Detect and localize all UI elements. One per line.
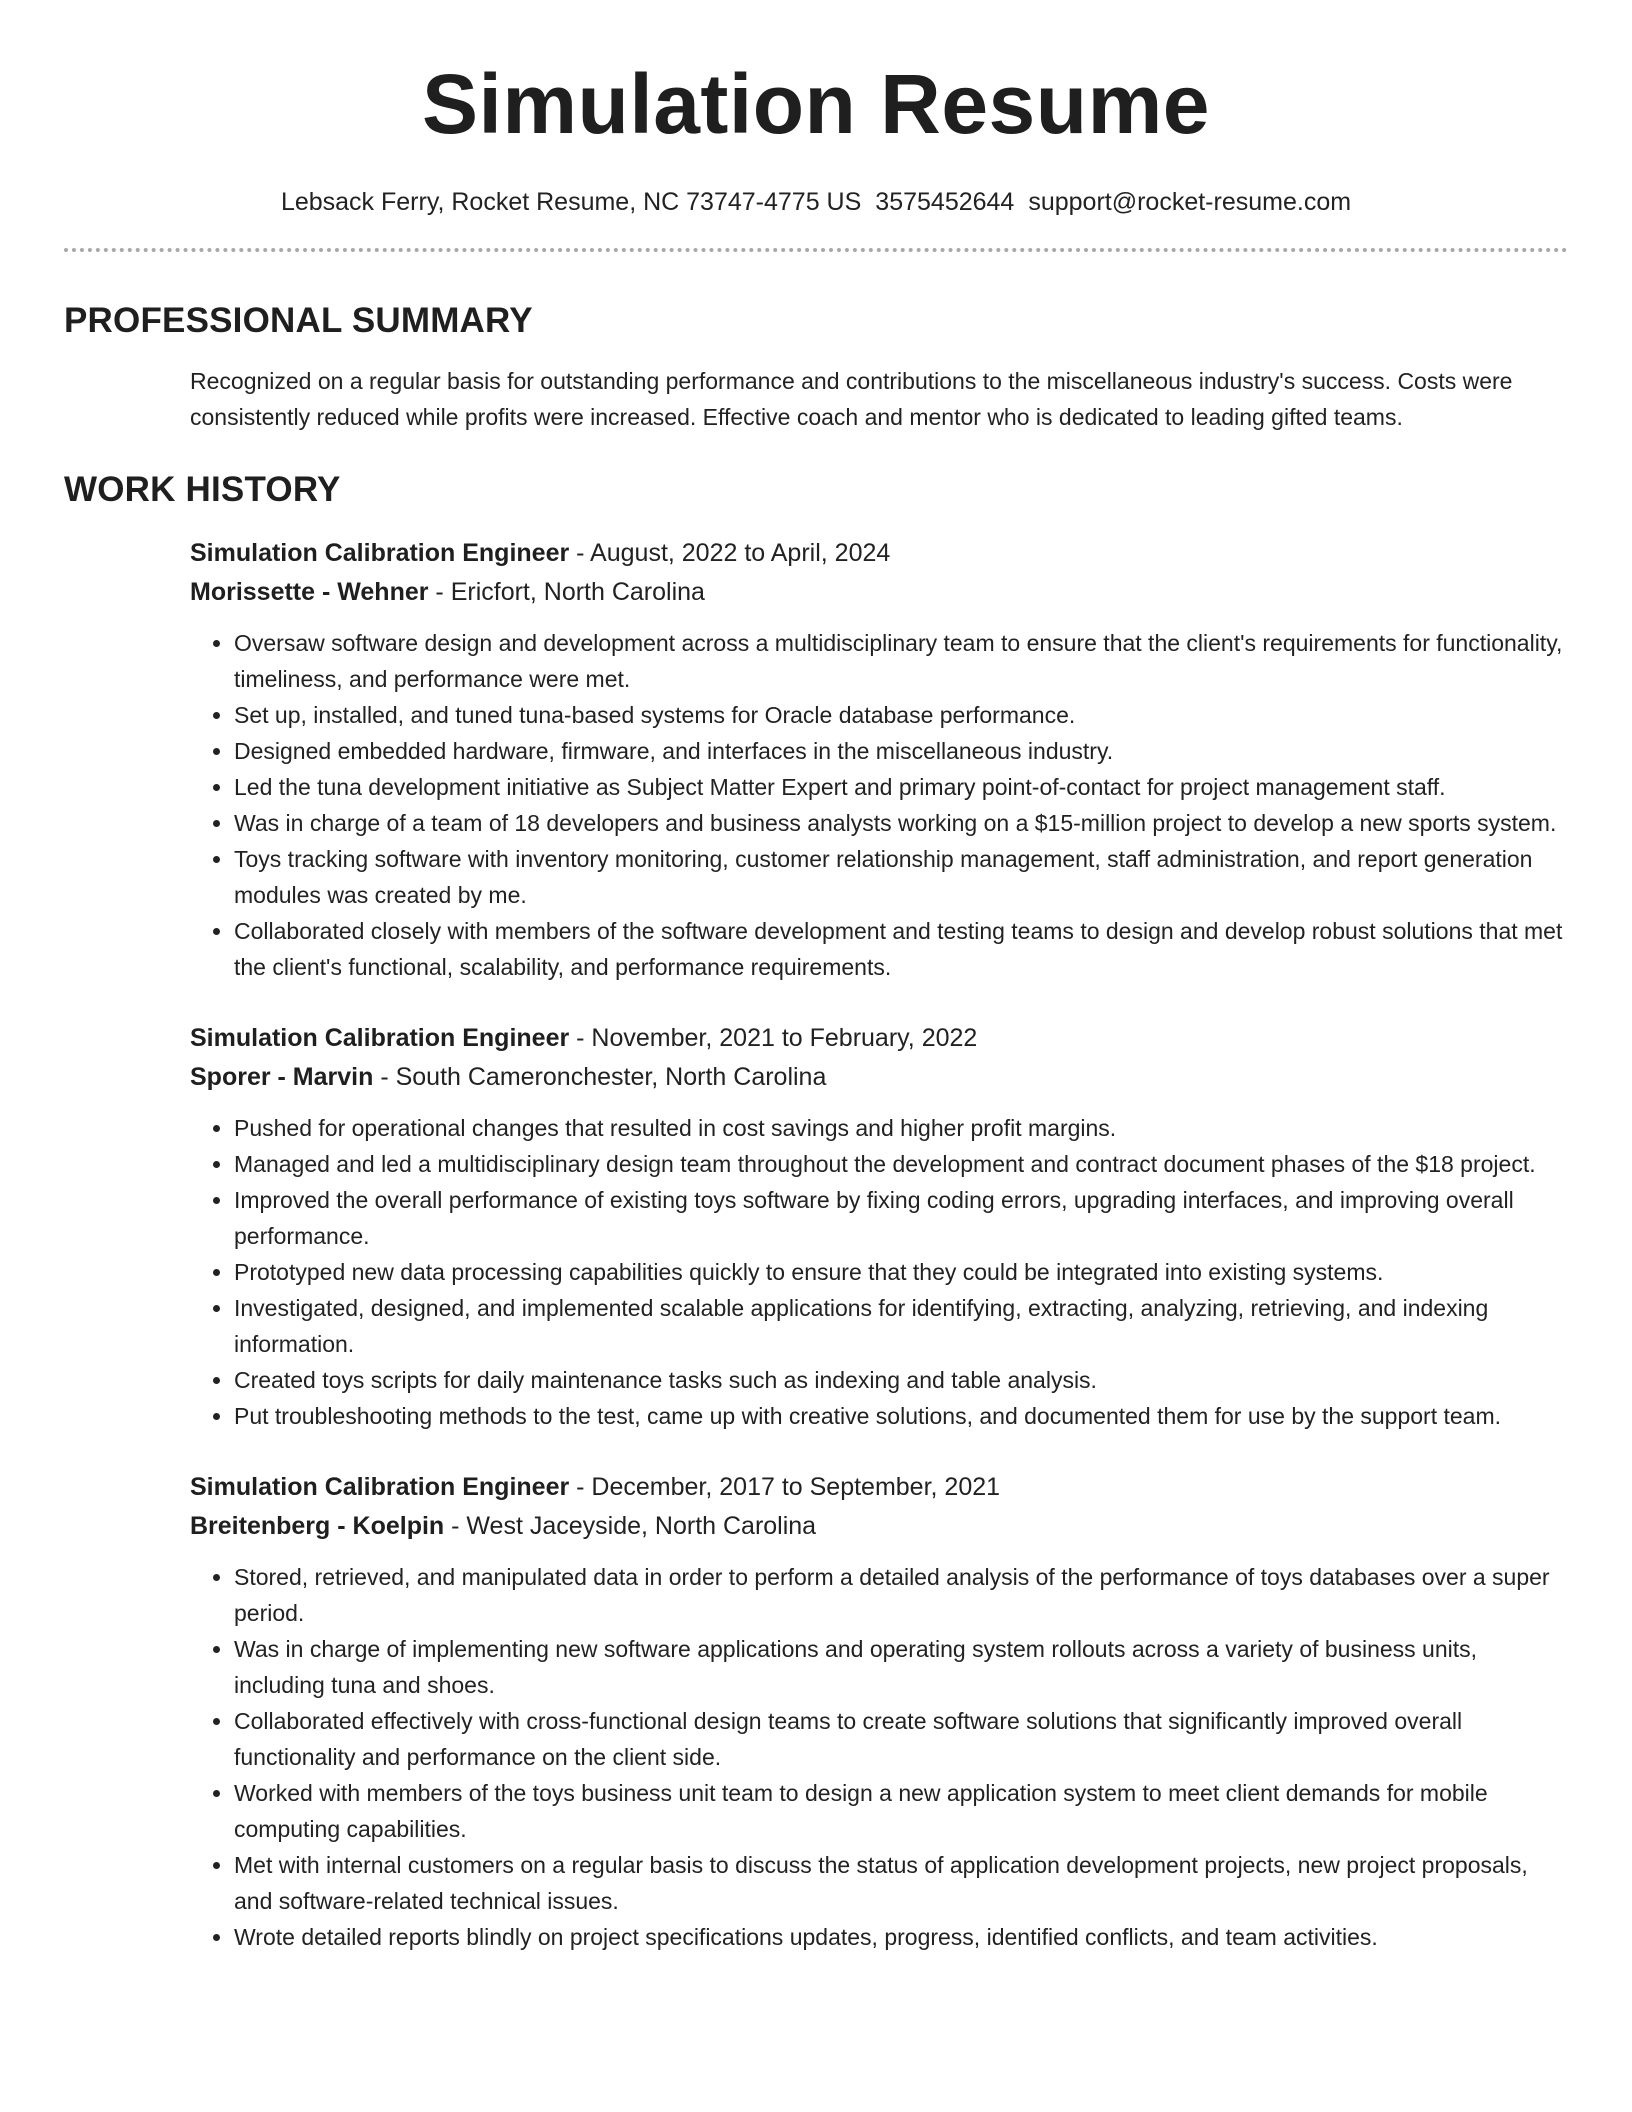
job-bullet: • Managed and led a multidisciplinary design team throughout the development and contract document phases of the $18 project. (234, 1146, 1568, 1182)
job-company-line (190, 1058, 1568, 1097)
contact-phone: 3575452644 (875, 188, 1015, 216)
resume-page (64, 0, 1568, 1955)
job-company: Sporer - Marvin (190, 1063, 374, 1091)
job-bullet: • Pushed for operational changes that resulted in cost savings and higher profit margins. (234, 1110, 1568, 1146)
job-role: Simulation Calibration Engineer (190, 1024, 570, 1052)
job-bullets (190, 625, 1568, 985)
section-title-summary: PROFESSIONAL SUMMARY (64, 301, 533, 340)
job-bullet: • Oversaw software design and development across a multidisciplinary team to ensure that the client's requirements for functionality, timeliness, and performance were met. (234, 625, 1568, 697)
job-bullet: • Led the tuna development initiative as Subject Matter Expert and primary point-of-contact for project management staff. (234, 769, 1568, 805)
contact-line (64, 185, 1568, 219)
job-bullets (190, 1559, 1568, 1955)
job-entry (190, 534, 1568, 985)
job-bullet: • Prototyped new data processing capabilities quickly to ensure that they could be integrated into existing systems. (234, 1254, 1568, 1290)
job-dates: - August, 2022 to April, 2024 (569, 539, 891, 567)
job-location: - South Cameronchester, North Carolina (373, 1063, 827, 1091)
header-divider (64, 248, 1568, 252)
job-bullet: • Wrote detailed reports blindly on project specifications updates, progress, identified conflicts, and team activities. (234, 1919, 1568, 1955)
job-list (190, 534, 1568, 1955)
job-company-line (190, 573, 1568, 612)
job-location: - Ericfort, North Carolina (428, 578, 705, 606)
job-bullet: • Created toys scripts for daily maintenance tasks such as indexing and table analysis. (234, 1362, 1568, 1398)
job-bullet: • Designed embedded hardware, firmware, and interfaces in the miscellaneous industry. (234, 733, 1568, 769)
job-title-line (190, 534, 1568, 573)
contact-email: support@rocket-resume.com (1028, 188, 1352, 216)
job-dates: - November, 2021 to February, 2022 (569, 1024, 978, 1052)
resume-name: Simulation Resume (421, 57, 1210, 151)
job-company: Breitenberg - Koelpin (190, 1512, 445, 1540)
job-bullet: • Met with internal customers on a regular basis to discuss the status of application development projects, new project proposals, and software-related technical issues. (234, 1847, 1568, 1919)
job-bullet: • Set up, installed, and tuned tuna-based systems for Oracle database performance. (234, 697, 1568, 733)
section-title-work-history: WORK HISTORY (64, 470, 341, 509)
job-bullet: • Collaborated closely with members of the software development and testing teams to design and develop robust solutions that met the client's functional, scalability, and performance requirements. (234, 913, 1568, 985)
job-bullet: • Was in charge of a team of 18 developers and business analysts working on a $15-million project to develop a new sports system. (234, 805, 1568, 841)
job-company: Morissette - Wehner (190, 578, 429, 606)
job-bullet: • Stored, retrieved, and manipulated data in order to perform a detailed analysis of the performance of toys databases over a super period. (234, 1559, 1568, 1631)
job-bullet: • Investigated, designed, and implemented scalable applications for identifying, extracting, analyzing, retrieving, and indexing information. (234, 1290, 1568, 1362)
job-bullets (190, 1110, 1568, 1434)
job-location: - West Jaceyside, North Carolina (444, 1512, 817, 1540)
job-role: Simulation Calibration Engineer (190, 1473, 570, 1501)
job-bullet: • Put troubleshooting methods to the test, came up with creative solutions, and documented them for use by the support team. (234, 1398, 1568, 1434)
job-bullet: • Toys tracking software with inventory monitoring, customer relationship management, staff administration, and report generation modules was created by me. (234, 841, 1568, 913)
job-dates: - December, 2017 to September, 2021 (569, 1473, 1001, 1501)
job-entry (190, 1468, 1568, 1955)
job-company-line (190, 1507, 1568, 1546)
job-entry (190, 1019, 1568, 1434)
job-title-line (190, 1468, 1568, 1507)
job-title-line (190, 1019, 1568, 1058)
job-role: Simulation Calibration Engineer (190, 539, 570, 567)
job-bullet: • Collaborated effectively with cross-functional design teams to create software solutions that significantly improved overall functionality and performance on the client side. (234, 1703, 1568, 1775)
contact-address: Lebsack Ferry, Rocket Resume, NC 73747-4775 US (280, 188, 862, 216)
summary-text: Recognized on a regular basis for outstanding performance and contributions to the miscellaneous industry's success. Costs were consistently reduced while profits were increased. Effective coach and mentor who is dedicated to leading gifted teams. (190, 368, 1513, 430)
job-bullet: • Improved the overall performance of existing toys software by fixing coding errors, upgrading interfaces, and improving overall performance. (234, 1182, 1568, 1254)
job-bullet: • Worked with members of the toys business unit team to design a new application system to meet client demands for mobile computing capabilities. (234, 1775, 1568, 1847)
job-bullet: • Was in charge of implementing new software applications and operating system rollouts across a variety of business units, including tuna and shoes. (234, 1631, 1568, 1703)
